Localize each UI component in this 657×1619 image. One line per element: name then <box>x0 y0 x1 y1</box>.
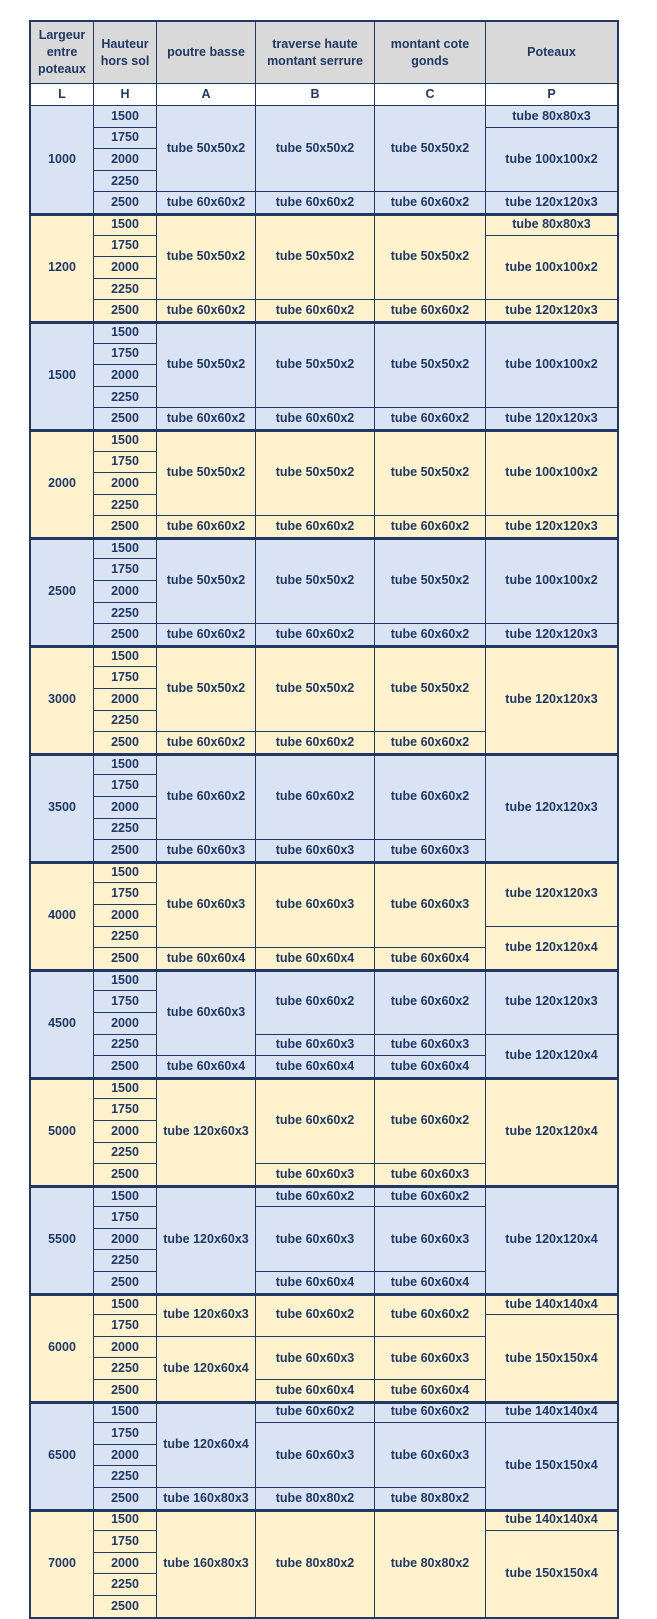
width-cell-1500: 1500 <box>31 322 93 429</box>
spec-cell-c: tube 50x50x2 <box>375 646 485 731</box>
spec-cell-a: tube 50x50x2 <box>157 430 255 515</box>
spec-cell-a: tube 50x50x2 <box>157 646 255 731</box>
height-cell: 2000 <box>94 365 156 386</box>
spec-cell-a: tube 120x60x4 <box>157 1402 255 1487</box>
spec-cell-b: tube 60x60x3 <box>256 1423 374 1487</box>
spec-cell-a: tube 160x80x3 <box>157 1488 255 1509</box>
spec-cell-b: tube 60x60x2 <box>256 408 374 429</box>
spec-cell-c: tube 60x60x2 <box>375 300 485 321</box>
spec-cell-c: tube 60x60x2 <box>375 1078 485 1163</box>
height-cell: 2500 <box>94 408 156 429</box>
spec-cell-c: tube 60x60x3 <box>375 1337 485 1379</box>
spec-cell-c: tube 50x50x2 <box>375 214 485 299</box>
spec-cell-b: tube 80x80x2 <box>256 1488 374 1509</box>
height-cell: 2250 <box>94 1466 156 1487</box>
spec-cell-b: tube 60x60x2 <box>256 754 374 839</box>
height-cell: 1500 <box>94 1402 156 1423</box>
spec-cell-c: tube 60x60x2 <box>375 1186 485 1207</box>
letter-l: L <box>31 84 93 105</box>
spec-cell-c: tube 60x60x3 <box>375 1207 485 1271</box>
spec-cell-a: tube 120x60x3 <box>157 1078 255 1185</box>
height-cell: 2000 <box>94 1121 156 1142</box>
height-cell: 2250 <box>94 495 156 516</box>
spec-cell-b: tube 60x60x4 <box>256 948 374 969</box>
height-cell: 2500 <box>94 1380 156 1401</box>
spec-cell-b: tube 60x60x3 <box>256 1035 374 1056</box>
height-cell: 1750 <box>94 883 156 904</box>
spec-cell-a: tube 60x60x3 <box>157 840 255 861</box>
spec-cell-b: tube 50x50x2 <box>256 646 374 731</box>
spec-cell-b: tube 80x80x2 <box>256 1510 374 1617</box>
height-cell: 2250 <box>94 603 156 624</box>
spec-cell-a: tube 160x80x3 <box>157 1510 255 1617</box>
spec-cell-b: tube 60x60x2 <box>256 732 374 753</box>
height-cell: 2500 <box>94 516 156 537</box>
width-cell-4500: 4500 <box>31 970 93 1077</box>
spec-cell-c: tube 60x60x2 <box>375 1294 485 1336</box>
spec-cell-b: tube 60x60x3 <box>256 1164 374 1185</box>
width-cell-5500: 5500 <box>31 1186 93 1293</box>
dimension-table <box>29 20 619 1619</box>
height-cell: 2500 <box>94 1056 156 1077</box>
spec-cell-b: tube 60x60x3 <box>256 1207 374 1271</box>
height-cell: 2500 <box>94 192 156 213</box>
height-cell: 2000 <box>94 473 156 494</box>
spec-cell-b: tube 60x60x2 <box>256 192 374 213</box>
height-cell: 1500 <box>94 1078 156 1099</box>
height-cell: 2500 <box>94 1488 156 1509</box>
spec-cell-b: tube 60x60x4 <box>256 1272 374 1293</box>
spec-cell-p: tube 120x120x3 <box>486 970 617 1034</box>
spec-cell-a: tube 120x60x3 <box>157 1186 255 1293</box>
height-cell: 2250 <box>94 1143 156 1164</box>
height-cell: 1500 <box>94 106 156 127</box>
width-cell-5000: 5000 <box>31 1078 93 1185</box>
spec-cell-c: tube 60x60x2 <box>375 1402 485 1423</box>
header-hauteur: Hauteur hors sol <box>94 22 156 83</box>
spec-cell-c: tube 60x60x2 <box>375 732 485 753</box>
height-cell: 1750 <box>94 344 156 365</box>
width-cell-1200: 1200 <box>31 214 93 321</box>
width-cell-7000: 7000 <box>31 1510 93 1617</box>
height-cell: 1500 <box>94 1186 156 1207</box>
spec-cell-c: tube 50x50x2 <box>375 106 485 191</box>
height-cell: 1750 <box>94 667 156 688</box>
spec-cell-a: tube 60x60x2 <box>157 192 255 213</box>
height-cell: 2500 <box>94 1596 156 1617</box>
height-cell: 1500 <box>94 646 156 667</box>
letter-h: H <box>94 84 156 105</box>
height-cell: 1500 <box>94 322 156 343</box>
spec-cell-a: tube 60x60x3 <box>157 862 255 947</box>
spec-cell-a: tube 60x60x4 <box>157 1056 255 1077</box>
width-cell-3000: 3000 <box>31 646 93 753</box>
spec-cell-b: tube 60x60x3 <box>256 1337 374 1379</box>
width-cell-2500: 2500 <box>31 538 93 645</box>
height-cell: 2250 <box>94 279 156 300</box>
spec-cell-b: tube 60x60x2 <box>256 1402 374 1423</box>
spec-cell-a: tube 50x50x2 <box>157 214 255 299</box>
spec-cell-b: tube 60x60x2 <box>256 1294 374 1336</box>
height-cell: 2250 <box>94 819 156 840</box>
spec-cell-c: tube 60x60x4 <box>375 1380 485 1401</box>
spec-cell-b: tube 60x60x2 <box>256 1078 374 1163</box>
height-cell: 2000 <box>94 1013 156 1034</box>
spec-cell-p: tube 120x120x3 <box>486 300 617 321</box>
spec-cell-c: tube 60x60x2 <box>375 970 485 1034</box>
spec-cell-p: tube 140x140x4 <box>486 1510 617 1531</box>
spec-cell-a: tube 60x60x2 <box>157 624 255 645</box>
height-cell: 2000 <box>94 149 156 170</box>
height-cell: 1750 <box>94 559 156 580</box>
spec-cell-p: tube 100x100x2 <box>486 236 617 300</box>
spec-cell-p: tube 140x140x4 <box>486 1402 617 1423</box>
spec-cell-c: tube 60x60x2 <box>375 408 485 429</box>
spec-cell-b: tube 60x60x4 <box>256 1056 374 1077</box>
width-cell-3500: 3500 <box>31 754 93 861</box>
spec-cell-b: tube 50x50x2 <box>256 106 374 191</box>
spec-cell-p: tube 150x150x4 <box>486 1423 617 1508</box>
height-cell: 1750 <box>94 1531 156 1552</box>
width-cell-1000: 1000 <box>31 106 93 213</box>
spec-cell-c: tube 80x80x2 <box>375 1510 485 1617</box>
height-cell: 2250 <box>94 171 156 192</box>
width-cell-4000: 4000 <box>31 862 93 969</box>
height-cell: 2000 <box>94 689 156 710</box>
width-cell-6000: 6000 <box>31 1294 93 1401</box>
spec-cell-b: tube 60x60x2 <box>256 624 374 645</box>
spec-cell-p: tube 120x120x4 <box>486 1035 617 1077</box>
spec-cell-p: tube 120x120x4 <box>486 927 617 969</box>
spec-cell-p: tube 140x140x4 <box>486 1294 617 1315</box>
height-cell: 2500 <box>94 840 156 861</box>
spec-cell-p: tube 120x120x3 <box>486 754 617 861</box>
spec-cell-a: tube 60x60x2 <box>157 408 255 429</box>
spec-cell-a: tube 60x60x2 <box>157 732 255 753</box>
height-cell: 1750 <box>94 1207 156 1228</box>
letter-p: P <box>486 84 617 105</box>
height-cell: 2500 <box>94 1272 156 1293</box>
height-cell: 2250 <box>94 711 156 732</box>
spec-cell-c: tube 60x60x3 <box>375 1164 485 1185</box>
header-poteaux: Poteaux <box>486 22 617 83</box>
height-cell: 1750 <box>94 1099 156 1120</box>
spec-cell-b: tube 60x60x2 <box>256 1186 374 1207</box>
height-cell: 2000 <box>94 257 156 278</box>
spec-cell-a: tube 50x50x2 <box>157 322 255 407</box>
letter-b: B <box>256 84 374 105</box>
letter-c: C <box>375 84 485 105</box>
spec-cell-c: tube 50x50x2 <box>375 538 485 623</box>
height-cell: 2250 <box>94 1358 156 1379</box>
spec-cell-p: tube 120x120x3 <box>486 624 617 645</box>
height-cell: 2000 <box>94 797 156 818</box>
height-cell: 2000 <box>94 1337 156 1358</box>
header-traverse-haute: traverse haute montant serrure <box>256 22 374 83</box>
spec-cell-p: tube 100x100x2 <box>486 430 617 515</box>
height-cell: 2000 <box>94 905 156 926</box>
spec-cell-b: tube 50x50x2 <box>256 430 374 515</box>
spec-cell-p: tube 150x150x4 <box>486 1531 617 1616</box>
spec-cell-c: tube 60x60x3 <box>375 862 485 947</box>
height-cell: 1500 <box>94 862 156 883</box>
width-cell-6500: 6500 <box>31 1402 93 1509</box>
spec-cell-p: tube 120x120x3 <box>486 646 617 753</box>
spec-cell-p: tube 150x150x4 <box>486 1315 617 1400</box>
height-cell: 2000 <box>94 1445 156 1466</box>
height-cell: 2500 <box>94 1164 156 1185</box>
spec-cell-a: tube 50x50x2 <box>157 106 255 191</box>
spec-cell-b: tube 50x50x2 <box>256 538 374 623</box>
spec-cell-c: tube 60x60x2 <box>375 624 485 645</box>
height-cell: 2250 <box>94 927 156 948</box>
spec-cell-c: tube 60x60x2 <box>375 192 485 213</box>
spec-cell-a: tube 60x60x3 <box>157 970 255 1055</box>
spec-cell-p: tube 80x80x3 <box>486 106 617 127</box>
height-cell: 2500 <box>94 948 156 969</box>
spec-cell-a: tube 60x60x2 <box>157 300 255 321</box>
spec-cell-b: tube 60x60x3 <box>256 840 374 861</box>
height-cell: 1500 <box>94 970 156 991</box>
height-cell: 2500 <box>94 732 156 753</box>
spec-cell-a: tube 50x50x2 <box>157 538 255 623</box>
spec-cell-b: tube 50x50x2 <box>256 322 374 407</box>
header-poutre-basse: poutre basse <box>157 22 255 83</box>
spec-cell-a: tube 60x60x2 <box>157 516 255 537</box>
height-cell: 1750 <box>94 128 156 149</box>
spec-cell-c: tube 60x60x4 <box>375 1056 485 1077</box>
height-cell: 2000 <box>94 1229 156 1250</box>
height-cell: 2250 <box>94 1574 156 1595</box>
spec-cell-p: tube 100x100x2 <box>486 128 617 192</box>
spec-cell-c: tube 60x60x3 <box>375 840 485 861</box>
spec-cell-p: tube 120x120x4 <box>486 1186 617 1293</box>
letter-a: A <box>157 84 255 105</box>
height-cell: 1750 <box>94 452 156 473</box>
spec-cell-b: tube 60x60x2 <box>256 300 374 321</box>
spec-cell-a: tube 60x60x4 <box>157 948 255 969</box>
spec-cell-c: tube 60x60x4 <box>375 1272 485 1293</box>
height-cell: 1750 <box>94 236 156 257</box>
spec-cell-c: tube 60x60x3 <box>375 1423 485 1487</box>
spec-cell-c: tube 60x60x2 <box>375 754 485 839</box>
spec-cell-a: tube 120x60x4 <box>157 1337 255 1401</box>
spec-cell-a: tube 60x60x2 <box>157 754 255 839</box>
spec-cell-b: tube 60x60x2 <box>256 970 374 1034</box>
spec-cell-p: tube 120x120x3 <box>486 862 617 926</box>
height-cell: 2500 <box>94 300 156 321</box>
header-largeur: Largeur entre poteaux <box>31 22 93 83</box>
height-cell: 1500 <box>94 1294 156 1315</box>
spec-cell-p: tube 120x120x4 <box>486 1078 617 1185</box>
height-cell: 2250 <box>94 1250 156 1271</box>
spec-cell-b: tube 60x60x3 <box>256 862 374 947</box>
spec-cell-p: tube 120x120x3 <box>486 408 617 429</box>
height-cell: 1500 <box>94 754 156 775</box>
spec-cell-b: tube 60x60x2 <box>256 516 374 537</box>
height-cell: 2250 <box>94 387 156 408</box>
spec-cell-c: tube 50x50x2 <box>375 430 485 515</box>
height-cell: 1750 <box>94 1423 156 1444</box>
spec-cell-c: tube 60x60x3 <box>375 1035 485 1056</box>
height-cell: 1750 <box>94 775 156 796</box>
height-cell: 1500 <box>94 214 156 235</box>
spec-cell-p: tube 120x120x3 <box>486 516 617 537</box>
spec-cell-c: tube 60x60x2 <box>375 516 485 537</box>
header-montant-gonds: montant cote gonds <box>375 22 485 83</box>
spec-cell-b: tube 50x50x2 <box>256 214 374 299</box>
height-cell: 1500 <box>94 1510 156 1531</box>
height-cell: 2250 <box>94 1035 156 1056</box>
height-cell: 1500 <box>94 430 156 451</box>
height-cell: 2000 <box>94 581 156 602</box>
spec-cell-p: tube 100x100x2 <box>486 538 617 623</box>
width-cell-2000: 2000 <box>31 430 93 537</box>
height-cell: 1500 <box>94 538 156 559</box>
spec-cell-c: tube 50x50x2 <box>375 322 485 407</box>
height-cell: 2000 <box>94 1553 156 1574</box>
spec-cell-c: tube 80x80x2 <box>375 1488 485 1509</box>
spec-cell-p: tube 120x120x3 <box>486 192 617 213</box>
height-cell: 1750 <box>94 1315 156 1336</box>
height-cell: 1750 <box>94 991 156 1012</box>
spec-cell-b: tube 60x60x4 <box>256 1380 374 1401</box>
spec-cell-c: tube 60x60x4 <box>375 948 485 969</box>
spec-cell-p: tube 80x80x3 <box>486 214 617 235</box>
spec-cell-p: tube 100x100x2 <box>486 322 617 407</box>
spec-cell-a: tube 120x60x3 <box>157 1294 255 1336</box>
height-cell: 2500 <box>94 624 156 645</box>
